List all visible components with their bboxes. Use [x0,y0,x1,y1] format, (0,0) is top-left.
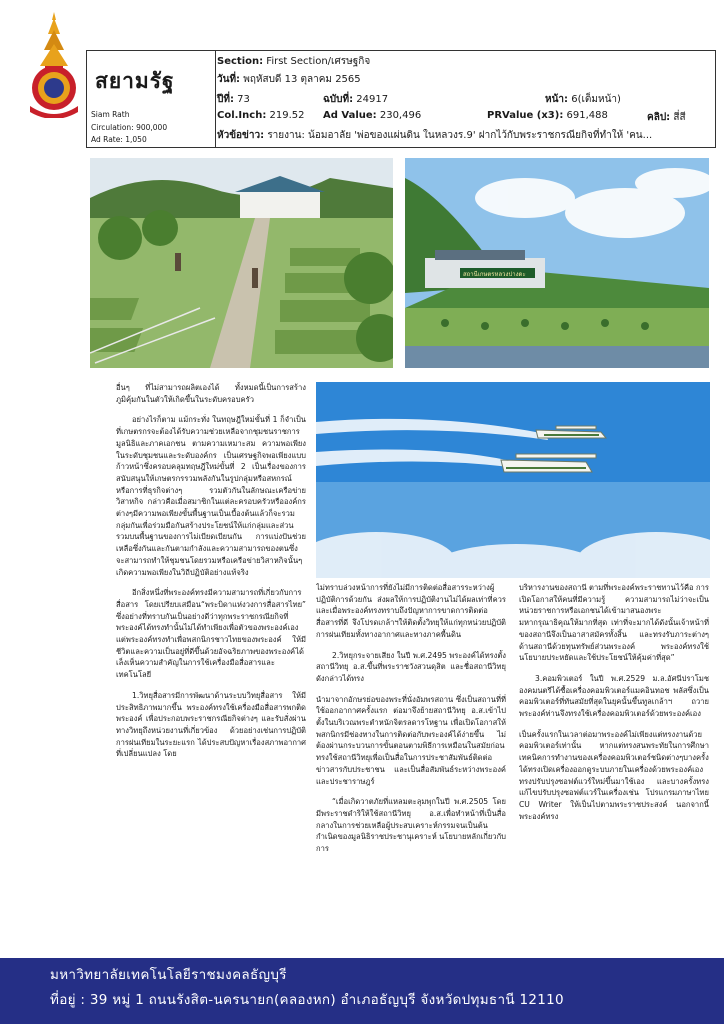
clipping-info-box [86,50,716,148]
footer-university-name: มหาวิทยาลัยเทคโนโลยีราชมงคลธัญบุรี [50,967,287,983]
article-column-2 [316,582,506,952]
year-field: ปีที่: 73 [217,94,250,105]
issue-field: ฉบับที่: 24917 [323,94,389,105]
publication-name-en: Siam Rath [91,110,130,119]
paragraph: อย่างไรก็ตาม แม้กระทั่ง ในทฤษฎีใหม่ขั้นที่ 1 ก็จำเป็นที่เกษตรกรจะต้องได้รับความช่วยเหลือจากชุมชนราชการ มูลนิธิและภาคเอกชน ตามความเหมาะสม ความพอเพียงในระดับชุมชนและระดับองค์กร เป็นเศรษฐกิจพอเพียงแบบก้าวหน้าซึ่งครอบคลุมทฤษฎีใหม่ขั้นที่ 2 เป็นเรื่องของการสนับสนุนให้เกษตรกรรวมพลังกันในรูปกลุ่มหรือสหกรณ์ หรือการที่ธุรกิจต่างๆ รวมตัวกันในลักษณะเครือข่ายวิสาหกิจ กล่าวคือเมื่อสมาชิกในแต่ละครอบครัวหรือองค์กรต่างๆมีความพอเพียงขั้นพื้นฐานเป็นเบื้องต้นแล้วก็จะรวมกลุ่มกันเพื่อร่วมมือกันสร้างประโยชน์ให้แก่กลุ่มและส่วนรวมบนพื้นฐานของการไม่เบียดเบียนกัน การแบ่งปันช่วยเหลือซึ่งกันและกันตามกำลังและความสามารถของตนซึ่งจะสามารถทำให้ชุมชนโดยรวมหรือเครือข่ายวิสาหกิจนั้นๆเกิดความพอเพียงในวิถีปฏิบัติอย่างแท้จริง [116,415,306,577]
publication-circulation: Circulation: 900,000 [91,123,168,132]
photo-rainmaking-aircraft [316,382,710,578]
headline-field: หัวข้อข่าว: รายงาน: น้อมอาลัย 'พ่อของแผ่นดิน ในหลวงร.9' ฝากไว้กับพระราชกรณียกิจที่ทำให้ 'คน... [217,130,653,141]
publication-ad-rate: Ad Rate: 1,050 [91,135,147,144]
info-box-divider [215,51,216,147]
university-logo [25,10,83,118]
photo-agricultural-station [405,158,709,368]
pr-value-field: PRValue (x3): 691,488 [487,110,608,121]
ad-value-field: Ad Value: 230,496 [323,110,422,121]
paragraph: 2.วิทยุกระจายเสียง ในปี พ.ศ.2495 พระองค์ได้ทรงตั้งสถานีวิทยุ อ.ส.ขึ้นที่พระราชวังสวนดุสิต และชื่อสถานีวิทยุดังกล่าวได้ทรง [316,650,506,683]
photo-vegetable-garden [90,158,393,368]
paragraph: นำมาจากอักษรย่อของพระที่นั่งอัมพรสถาน ซึ่งเป็นสถานที่ที่ใช้ออกอากาศครั้งแรก ต่อมาจึงย้ายสถานีวิทยุ อ.ส.เข้าไปตั้งในบริเวณพระตำหนักจิตรลดารโหฐาน เพื่อเปิดโอกาสให้พสกนิกรมีช่องทางในการติดต่อกับพระองค์ได้ง่ายขึ้น ไม่ต้องผ่านกระบวนการขั้นตอนตามพิธีการเหมือนในสมัยก่อน ทรงใช้สถานีวิทยุเพื่อเป็นสื่อในการประชาสัมพันธ์ติดต่อข่าวสารกับประชาชน และเป็นสื่อสัมพันธ์ระหว่างพระองค์และประชาราษฎร์ [316,694,506,786]
footer-address: ที่อยู่ : 39 หมู่ 1 ถนนรังสิต-นครนายก(คลองหก) อำเภอธัญบุรี จังหวัดปทุมธานี 12110 [50,992,564,1008]
station-sign-text: สถานีเกษตรหลวงปางดะ [463,271,526,278]
page-field: หน้า: 6(เต็มหน้า) [545,94,621,105]
paragraph: ไม่ทราบล่วงหน้าการที่ยังไม่มีการติดต่อสื่อสารระหว่างผู้ปฏิบัติการด้วยกัน ส่งผลให้การปฏิบัติงานไม่ได้ผลเท่าที่ควร และเมื่อพระองค์ทรงทราบถึงปัญหาการขาดการติดต่อสื่อสารที่ดี จึงโปรดเกล้าฯให้ติดตั้งวิทยุให้แก่ทุกหน่วยปฏิบัติการฝนเทียมทั้งทางอากาศและทางภาคพื้นดิน [316,583,506,639]
paragraph: อีกสิ่งหนึ่งที่พระองค์ทรงมีความสามารถที่เกี่ยวกับการสื่อสาร โดยเปรียบเสมือน“พระบิดาแห่งวงการสื่อสารไทย” ซึ่งอย่างที่ทราบกันเป็นอย่างดีว่าทุกพระราชกรณียกิจที่พระองค์ได้ทรงทำนั้นไม่ได้ทำเพียงเพื่อตัวของพระองค์เองแต่พระองค์ทรงทำเพื่อพสกนิกรชาวไทยของพระองค์ ให้มีชีวิตและความเป็นอยู่ที่ดีขึ้นด้วยอัจฉริยภาพของพระองค์ได้เล็งเห็นความสำคัญในการใช้เครื่องมือสื่อสารและเทคโนโลยี [116,588,306,680]
publication-name: สยามรัฐ [95,69,175,93]
date-field: วันที่: พฤหัสบดี 13 ตุลาคม 2565 [217,74,361,85]
article-column-1 [116,382,306,952]
clip-field: คลิป: สี่สี [647,112,686,123]
article-column-3 [519,582,709,952]
paragraph: อื่นๆ ที่ไม่สามารถผลิตเองได้ ทั้งหมดนี้เป็นการสร้างภูมิคุ้มกันในตัวให้เกิดขึ้นในระดับครอบครัว [116,383,306,404]
paragraph: 3.คอมพิวเตอร์ ในปี พ.ศ.2529 ม.ล.อัศนีปราโมช องคมนตรีได้ซื้อเครื่องคอมพิวเตอร์แมคอินทอช พลัสซึ่งเป็นคอมพิวเตอร์ที่ทันสมัยที่สุดในยุคนั้นขึ้นทูลเกล้าฯ ถวายพระองค์ท่านจึงทรงใช้เครื่องคอมพิวเตอร์ด้วยพระองค์เอง [519,673,709,719]
col-inch-field: Col.Inch: 219.52 [217,110,305,121]
paragraph: บริหารงานของสถานี ตามที่พระองค์พระราชทานไว้คือ การเปิดโอกาสให้คนที่มีความรู้ ความสามารถไม่ว่าจะเป็นหน่วยราชการหรือเอกชนได้เข้ามาสนองพระมหากรุณาธิคุณให้มากที่สุด เท่าที่จะมากได้ดังนั้นเจ้าหน้าที่ของสถานีจึงเป็นอาสาสมัครทั้งสิ้น และทรงรับภาระต่างๆ ด้านสถานีด้วยทุนทรัพย์ส่วนพระองค์ พระองค์ทรงใช้นโยบายประหยัดและใช้ประโยชน์ให้คุ้มค่าที่สุด” [519,583,709,663]
paragraph: “เมื่อเกิดวาตภัยที่แหลมตะลุมพุกในปี พ.ศ.2505 โดยมีพระราชดำริให้ใช้สถานีวิทยุ อ.ส.เพื่อทำหน้าที่เป็นสื่อกลางในการช่วยเหลือผู้ประสบเคราะห์กรรมจนเป็นต้นกำเนิดของมูลนิธิราชประชานุเคราะห์ นโยบายหลักเกี่ยวกับการ [316,797,506,854]
paragraph: เป็นครั้งแรกในเวลาต่อมาพระองค์ไม่เพียงแต่ทรงงานด้วยคอมพิวเตอร์เท่านั้น หากแต่ทรงสนพระทัยในการศึกษาเทคนิคการทำงานของเครื่องคอมพิวเตอร์ชนิดต่างๆบางครั้งได้ทรงเปิดเครื่องออกดูระบบภายในเครื่องด้วยพระองค์เองทรงปรับปรุงซอฟต์แวร์ใหม่ขึ้นมาใช้เอง และบางครั้งทรงแก้ไขปรับปรุงซอฟต์แวร์ในเครื่องเช่น โปรแกรมภาษาไทย CU Writer ให้เป็นไปตามพระราชประสงค์ นอกจากนี้พระองค์ทรง [519,729,709,821]
paragraph: 1.วิทยุสื่อสารมีการพัฒนาด้านระบบวิทยุสื่อสาร ให้มีประสิทธิภาพมากขึ้น พระองค์ทรงใช้เครื่องมือสื่อสารพกติดพระองค์ เพื่อประกอบพระราชกรณียกิจต่างๆ และรับสั่งผ่านทางวิทยุถึงหน่วยงานที่เกี่ยวข้อง ด้วยอย่างเช่นการปฏิบัติการฝนเทียมในระยะแรก ได้ประสบปัญหาเรื่องสภาพอากาศที่เปลี่ยนแปลง โดย [116,690,306,759]
section-field: Section: First Section/เศรษฐกิจ [217,56,371,67]
